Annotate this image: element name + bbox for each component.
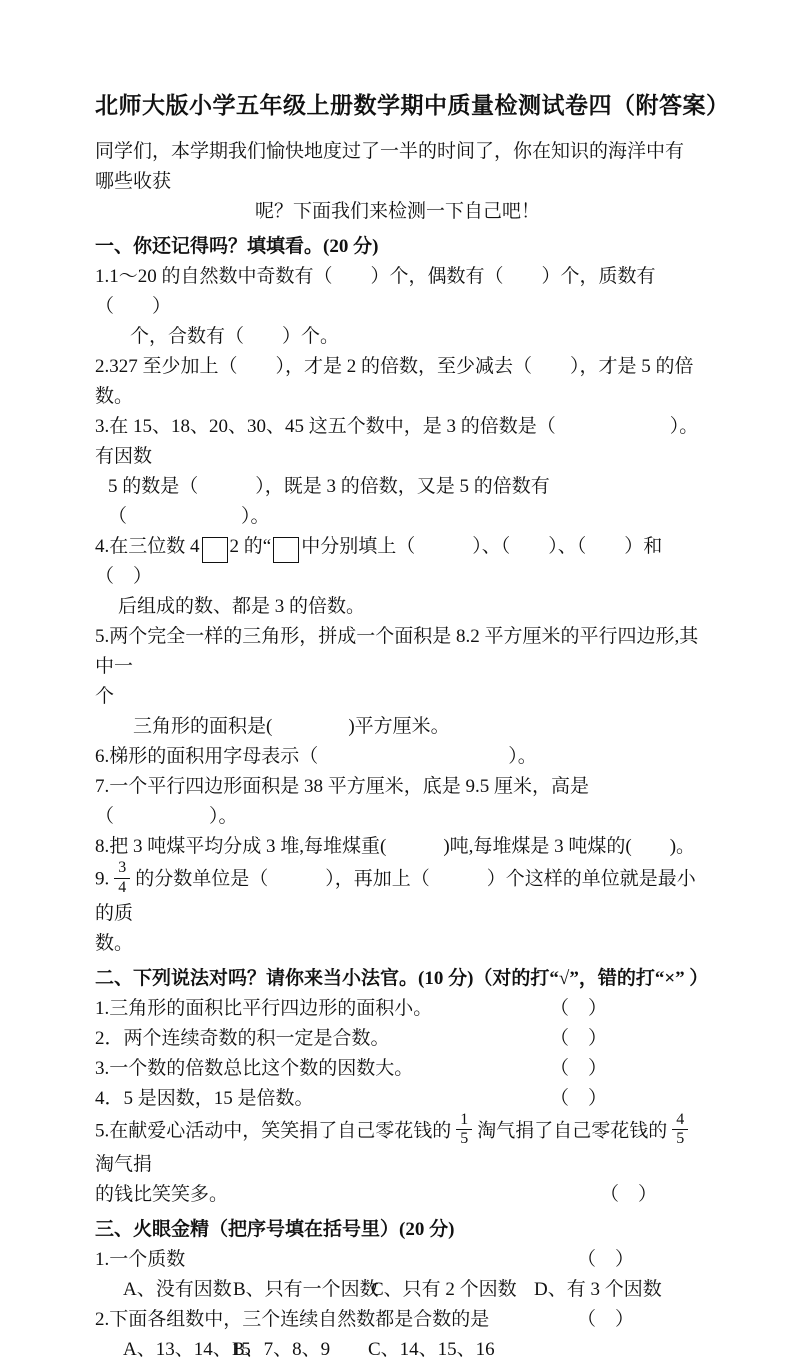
s2-item-1	[95, 994, 700, 1024]
s1-q7: 7.一个平行四边形面积是 38 平方厘米，底是 9.5 厘米，高是（ ）。	[95, 776, 590, 827]
s1-q9-prefix: 9.	[95, 868, 110, 890]
fraction-denominator: 5	[460, 1130, 469, 1148]
answer-bracket: （ ）	[600, 1184, 658, 1206]
answer-bracket: （ ）	[550, 997, 608, 1019]
s1-q8: 8.把 3 吨煤平均分成 3 堆,每堆煤重( )吨,每堆煤是 3 吨煤的( )。	[95, 836, 696, 857]
option-b: B、只有一个因数	[233, 1279, 379, 1301]
s1-q9-line2: 数。	[95, 932, 134, 954]
s1-q9-rest: 的分数单位是（ ），再加上（ ）个这样的单位就是最小的质	[95, 868, 696, 924]
blank-box	[202, 537, 228, 563]
s2-item-5-line2-text: 的钱比笑笑多。	[95, 1184, 229, 1206]
s2-item-5-seg1: 5.在献爱心活动中，笑笑捐了自己零花钱的	[95, 1120, 452, 1142]
blank-box	[273, 537, 299, 563]
fraction-denominator: 4	[118, 878, 127, 896]
section1-heading: 一、你还记得吗？填填看。(20 分)	[95, 236, 379, 257]
option-a: A、13、14、15	[123, 1339, 251, 1361]
s1-q3-line1: 3.在 15、18、20、30、45 这五个数中，是 3 的倍数是（ ）。有因数	[95, 416, 699, 467]
s2-item-3	[95, 1054, 700, 1084]
s1-q2: 2.327 至少加上（ ），才是 2 的倍数，至少减去（ ），才是 5 的倍数。	[95, 356, 694, 407]
s2-item-1-text: 1.三角形的面积比平行四边形的面积小。	[95, 997, 433, 1019]
s1-q6: 6.梯形的面积用字母表示（ ）。	[95, 746, 537, 767]
s2-item-4	[95, 1084, 700, 1114]
fraction-numerator: 1	[456, 1112, 472, 1131]
s2-item-3-text: 3.一个数的倍数总比这个数的因数大。	[95, 1057, 414, 1079]
s2-item-4-text: 4．5 是因数，15 是倍数。	[95, 1087, 314, 1109]
s3-q2-stem: 2.下面各组数中，三个连续自然数都是合数的是	[95, 1309, 490, 1331]
s2-item-5-line1	[95, 1110, 700, 1181]
s1-q5-line3: 三角形的面积是( )平方厘米。	[133, 716, 450, 737]
s1-q1-line1: 1.1～20 的自然数中奇数有（ ）个，偶数有（ ）个，质数有（ ）	[95, 266, 656, 317]
fraction-3-4	[114, 860, 130, 897]
answer-bracket: （ ）	[577, 1309, 635, 1331]
s1-q5-line2: 个	[95, 686, 115, 707]
s1-q5-line1: 5.两个完全一样的三角形，拼成一个面积是 8.2 平方厘米的平行四边形,其中一	[95, 626, 699, 677]
section3-heading: 三、火眼金精（把序号填在括号里）(20 分)	[95, 1219, 455, 1241]
s2-item-2	[95, 1024, 700, 1054]
s1-q4-seg3: 中分别填上（ ）、（ ）、（ ）和（ ）	[95, 536, 663, 587]
s1-q4-line1	[95, 532, 700, 592]
answer-bracket: （ ）	[550, 1057, 608, 1079]
s1-q1-line2: 个，合数有（ ）个。	[130, 326, 340, 347]
option-b: B、7、8、9	[232, 1339, 331, 1361]
fraction-4-5	[672, 1112, 688, 1149]
option-d: D、有 3 个因数	[534, 1279, 662, 1301]
s1-q4-seg2: 2 的“	[229, 536, 272, 557]
fraction-denominator: 5	[676, 1130, 685, 1148]
answer-bracket: （ ）	[550, 1027, 608, 1049]
s2-item-5-line2	[95, 1180, 700, 1210]
s1-q3-line2: 5 的数是（ ），既是 3 的倍数，又是 5 的倍数有（ ）。	[108, 476, 550, 527]
s3-q1-options	[95, 1275, 700, 1305]
s2-item-2-text: 2．两个连续奇数的积一定是合数。	[95, 1027, 390, 1049]
option-c: C、14、15、16	[368, 1339, 495, 1361]
s2-item-5-seg3: 淘气捐	[95, 1154, 153, 1176]
s3-q2-options	[95, 1335, 700, 1365]
intro-line-1: 同学们，本学期我们愉快地度过了一半的时间了，你在知识的海洋中有哪些收获	[95, 141, 685, 192]
s1-q4-line2: 后组成的数、都是 3 的倍数。	[118, 596, 366, 617]
s3-q1-stem-line	[95, 1245, 700, 1275]
s1-q9-line1	[95, 859, 700, 929]
fraction-numerator: 3	[114, 860, 130, 879]
option-a: A、没有因数	[123, 1279, 232, 1301]
answer-bracket: （ ）	[577, 1249, 635, 1271]
s1-q4-seg1: 4.在三位数 4	[95, 536, 200, 557]
intro-line-2: 呢？下面我们来检测一下自己吧！	[254, 201, 540, 222]
s2-item-5-seg2: 淘气捐了自己零花钱的	[477, 1120, 668, 1142]
fraction-numerator: 4	[672, 1112, 688, 1131]
section2-heading: 二、下列说法对吗？请你来当小法官。(10 分)（对的打“√”，错的打“×” ）	[95, 967, 709, 989]
s3-q2-stem-line	[95, 1305, 700, 1335]
option-c: C、只有 2 个因数	[371, 1279, 517, 1301]
answer-bracket: （ ）	[550, 1087, 608, 1109]
page-title: 北师大版小学五年级上册数学期中质量检测试卷四（附答案）	[95, 93, 730, 118]
s3-q1-stem: 1.一个质数	[95, 1249, 186, 1271]
fraction-1-5	[456, 1112, 472, 1149]
